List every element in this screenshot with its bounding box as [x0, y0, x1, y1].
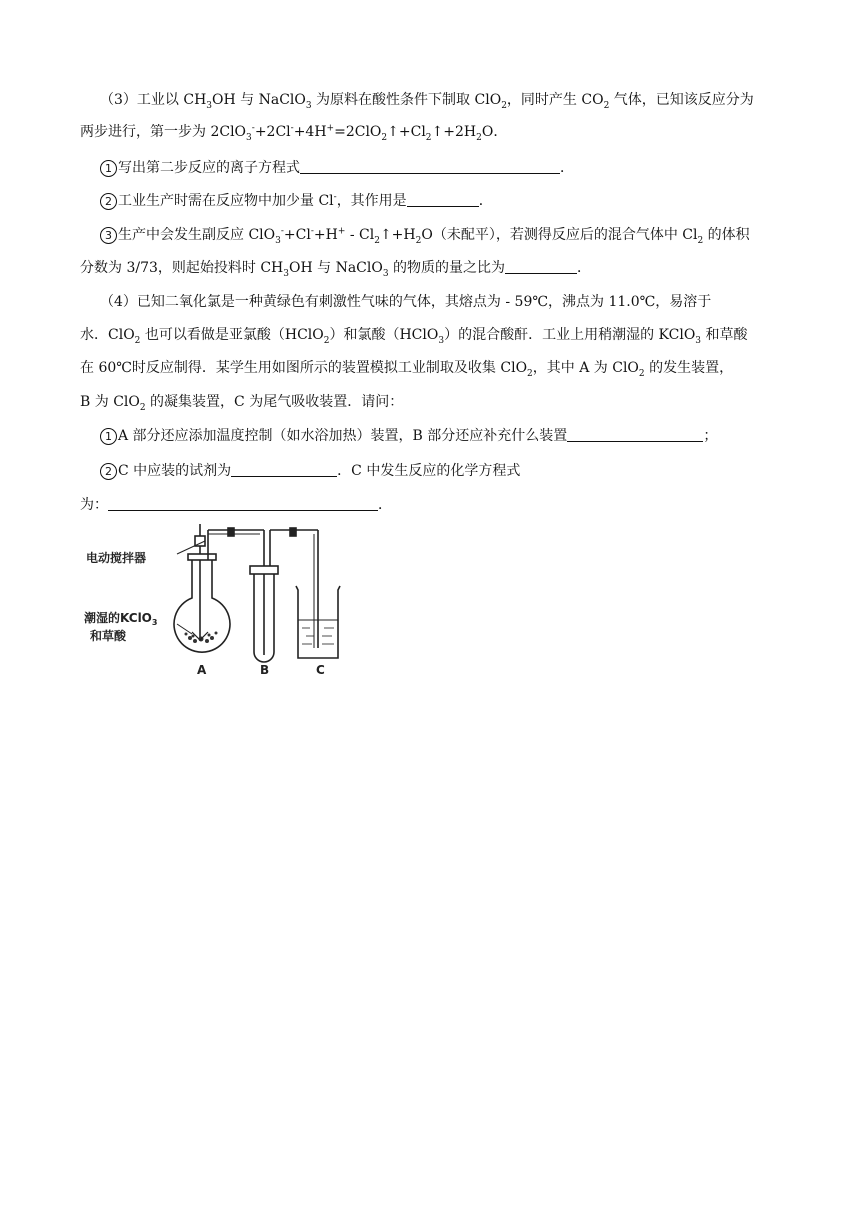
q3-step1-line: 两步进行，第一步为 $2ClO_3^-+2Cl^-+4H^+=2ClO_2↑+Cl_2↑+2H_2O$． [80, 123, 508, 143]
answer-blank[interactable] [300, 159, 560, 174]
label-a: A [197, 663, 207, 677]
apparatus-drawing [174, 524, 340, 662]
circled-number: 1 [100, 160, 117, 177]
q4-sub2-line2: 为： ． [80, 497, 392, 513]
q4-line4: B 为 ClO$_2$ 的凝集装置，C 为尾气吸收装置．请问： [80, 394, 404, 413]
answer-blank[interactable] [567, 427, 703, 442]
q4-line2: 水．ClO$_2$ 也可以看做是亚氯酸（HClO$_2$）和氯酸（HClO$_3$）的混合酸酐．工业上用稍潮湿的 KClO$_3$ 和草酸 [80, 327, 748, 346]
q4-sub2: 2 C 中应装的试剂为 ．C 中发生反应的化学方程式 [100, 462, 520, 480]
q3-intro-line: （3）工业以 $CH_3OH$ 与 NaClO$_3$ 为原料在酸性条件下制取 ClO$_2$，同时产生 $CO_2$ 气体，已知该反应分为 [100, 92, 754, 111]
reagent-particles [185, 632, 218, 644]
answer-blank[interactable] [231, 462, 337, 477]
circled-number: 1 [100, 428, 117, 445]
stirrer-pointer [177, 541, 205, 554]
q4-line3: 在 60℃时反应制得．某学生用如图所示的装置模拟工业制取及收集 ClO$_2$，其中 A 为 ClO$_2$ 的发生装置， [80, 360, 734, 379]
answer-blank[interactable] [108, 496, 378, 511]
stirrer-label: 电动搅拌器 [86, 551, 147, 565]
reagent-label-line2: 和草酸 [90, 629, 127, 643]
q3-sub1: 1 写出第二步反应的离子方程式 ． [100, 159, 574, 177]
tube-joint [290, 528, 296, 536]
circled-number: 3 [100, 227, 117, 244]
q3-sub3-line2: 分数为 3/73，则起始投料时 $CH_3OH$ 与 NaClO$_3$ 的物质的量之比为 ． [80, 260, 592, 279]
reagent-label: 潮湿的KClO$_3$ [84, 611, 158, 627]
flask-a-stopper [188, 554, 216, 560]
label-c: C [316, 663, 325, 677]
label-b: B [260, 663, 270, 677]
q4-sub1: 1 A 部分还应添加温度控制（如水浴加热）装置，B 部分还应补充什么装置 ； [100, 427, 717, 445]
answer-blank[interactable] [407, 192, 479, 207]
test-tube-b-stopper [250, 566, 278, 574]
q3-sub2: 2 工业生产时需在反应物中加少量 Cl-，其作用是 ． [100, 192, 493, 210]
apparatus-figure [82, 520, 372, 680]
reagent-pointer [177, 624, 192, 634]
q4-line1: （4）已知二氧化氯是一种黄绿色有刺激性气味的气体，其熔点为 - 59℃，沸点为 11.0℃，易溶于 [100, 294, 712, 310]
answer-blank[interactable] [505, 259, 577, 274]
tube-joint [228, 528, 234, 536]
circled-number: 2 [100, 463, 117, 480]
circled-number: 2 [100, 193, 117, 210]
q3-sub3: 3 生产中会发生副反应 $ClO_3^-+Cl^-+H^+ - Cl_2↑+H_2O$（未配平），若测得反应后的混合气体中 $Cl_2$ 的体积 [100, 226, 750, 244]
